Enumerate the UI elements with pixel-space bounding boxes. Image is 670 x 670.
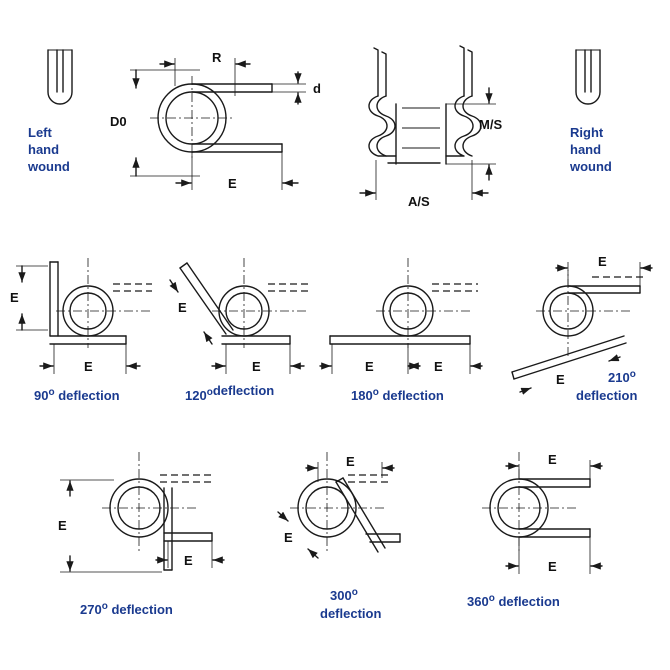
deflection-90-dim-E-vertical: E: [10, 290, 19, 305]
dimension-E-top: [176, 152, 298, 191]
deflection-300-caption-degree: 300$^o$: [330, 587, 358, 603]
left-hand-wound-figure: [48, 50, 72, 104]
dimension-D0: [110, 70, 200, 176]
deflection-210-dim-E-top: E: [598, 254, 607, 269]
deflection-270-figure: [58, 452, 224, 572]
right-hand-wound-label-line2: hand: [570, 142, 602, 157]
deflection-360-figure: [482, 452, 602, 574]
deflection-210-caption-degree: 210$^o$: [608, 369, 636, 385]
dimension-MS: [446, 88, 502, 180]
deflection-120-dim-E-horizontal: E: [252, 359, 261, 374]
dimension-D0-label: D0: [110, 114, 127, 129]
deflection-300-caption-suffix: deflection: [320, 606, 382, 621]
right-hand-wound-label-line1: Right: [570, 125, 604, 140]
dimension-MS-label: M/S: [479, 117, 503, 132]
deflection-210-dim-E-slanted: E: [556, 372, 565, 387]
deflection-120-caption: 120$^o$deflection: [185, 383, 275, 403]
left-hand-wound-label-line3: wound: [28, 159, 70, 174]
deflection-270-dim-E-horizontal: E: [184, 553, 193, 568]
deflection-120-dim-E-slanted: E: [178, 300, 187, 315]
left-hand-wound-label-line1: Left: [28, 125, 52, 140]
deflection-300-dim-E-top: E: [346, 454, 355, 469]
deflection-180-dim-E-left: E: [365, 359, 374, 374]
deflection-270-dim-E-vertical: E: [58, 518, 67, 533]
deflection-90-figure: [10, 258, 152, 374]
main-spring-front-view: [369, 46, 481, 164]
deflection-120-figure: [170, 258, 308, 374]
dimension-AS: [360, 160, 488, 209]
dimension-d: [272, 72, 321, 104]
deflection-270-caption: 270$^o$ deflection: [80, 601, 173, 617]
left-hand-wound-label-line2: hand: [28, 142, 60, 157]
deflection-360-dim-E-top: E: [548, 452, 557, 467]
deflection-90-caption: 90$^o$ deflection: [34, 387, 120, 403]
deflection-360-caption: 360$^o$ deflection: [467, 593, 560, 609]
deflection-90-dim-E-horizontal: E: [84, 359, 93, 374]
dimension-R-label: R: [212, 50, 222, 65]
deflection-180-dim-E-right: E: [434, 359, 443, 374]
deflection-180-figure: [320, 258, 482, 374]
deflection-300-figure: [278, 452, 400, 558]
deflection-300-dim-E-slanted: E: [284, 530, 293, 545]
deflection-180-caption: 180$^o$ deflection: [351, 387, 444, 403]
deflection-360-dim-E-bottom: E: [548, 559, 557, 574]
dimension-d-label: d: [313, 81, 321, 96]
dimension-AS-label: A/S: [408, 194, 430, 209]
main-spring-side-view: [150, 76, 282, 160]
right-hand-wound-label-line3: wound: [570, 159, 612, 174]
deflection-210-caption-suffix: deflection: [576, 388, 638, 403]
dimension-E-top-label: E: [228, 176, 237, 191]
right-hand-wound-figure: [576, 50, 600, 104]
